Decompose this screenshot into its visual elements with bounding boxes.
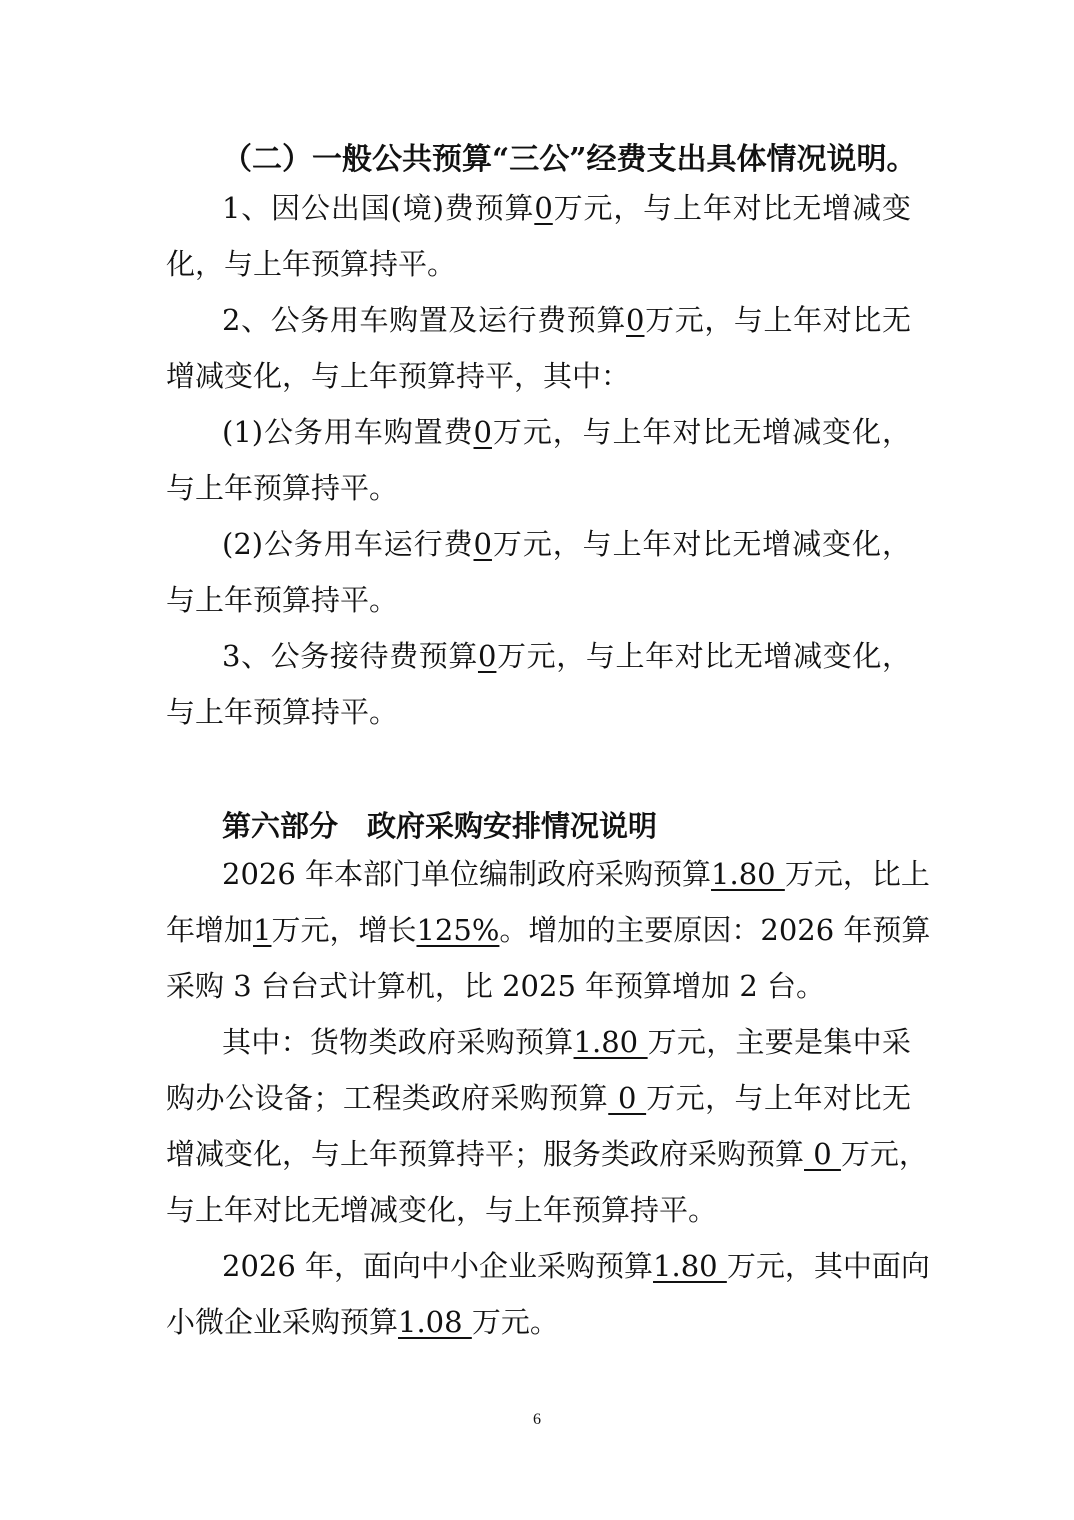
procurement-growth: 125% bbox=[416, 913, 500, 947]
item3-value: 0 bbox=[477, 639, 497, 673]
item2-value: 0 bbox=[626, 303, 645, 337]
item2-2-line2: 与上年预算持平。 bbox=[166, 583, 399, 617]
item2-2-value: 0 bbox=[473, 527, 492, 561]
item2-line1: 2、公务用车购置及运行费预算0万元，与上年对比无 bbox=[222, 303, 911, 337]
item2-1-value: 0 bbox=[473, 415, 492, 449]
section-heading-sangong: （二）一般公共预算“三公”经费支出具体情况说明。 bbox=[222, 142, 917, 177]
p1-line1: 2026 年本部门单位编制政府采购预算1.80 万元，比上 bbox=[222, 857, 930, 891]
p3-line2: 小微企业采购预算1.08 万元。 bbox=[166, 1305, 559, 1339]
p1-line3: 采购 3 台台式计算机，比 2025 年预算增加 2 台。 bbox=[166, 969, 826, 1003]
page-number: 6 bbox=[533, 1411, 541, 1428]
micro-budget: 1.08 bbox=[398, 1305, 472, 1339]
item2-2-line1: (2)公务用车运行费0万元，与上年对比无增减变化， bbox=[222, 527, 911, 561]
goods-budget: 1.80 bbox=[573, 1025, 648, 1059]
item2-line2: 增减变化，与上年预算持平，其中： bbox=[166, 359, 631, 393]
p2-line1: 其中：货物类政府采购预算1.80 万元，主要是集中采 bbox=[222, 1025, 911, 1059]
item1-value: 0 bbox=[534, 191, 553, 225]
p2-line3: 增减变化，与上年预算持平；服务类政府采购预算 0 万元， bbox=[166, 1137, 928, 1171]
procurement-increase: 1 bbox=[253, 913, 272, 947]
p2-line4: 与上年对比无增减变化，与上年预算持平。 bbox=[166, 1193, 718, 1227]
services-budget: 0 bbox=[804, 1137, 841, 1171]
item2-1-line2: 与上年预算持平。 bbox=[166, 471, 399, 505]
item1-line1: 1、因公出国(境)费预算0万元，与上年对比无增减变 bbox=[222, 191, 911, 225]
p1-line2: 年增加1万元，增长125%。增加的主要原因：2026 年预算 bbox=[166, 913, 931, 947]
item1-line2: 化，与上年预算持平。 bbox=[166, 247, 457, 281]
item3-line2: 与上年预算持平。 bbox=[166, 695, 399, 729]
works-budget: 0 bbox=[608, 1081, 647, 1115]
procurement-total: 1.80 bbox=[711, 857, 785, 891]
p3-line1: 2026 年，面向中小企业采购预算1.80 万元，其中面向 bbox=[222, 1249, 930, 1283]
sme-budget: 1.80 bbox=[653, 1249, 727, 1283]
section-heading-procurement: 第六部分 政府采购安排情况说明 bbox=[222, 809, 658, 843]
item3-line1: 3、公务接待费预算0万元，与上年对比无增减变化， bbox=[222, 639, 911, 673]
p2-line2: 购办公设备；工程类政府采购预算 0 万元，与上年对比无 bbox=[166, 1081, 911, 1115]
item2-1-line1: (1)公务用车购置费0万元，与上年对比无增减变化， bbox=[222, 415, 911, 449]
